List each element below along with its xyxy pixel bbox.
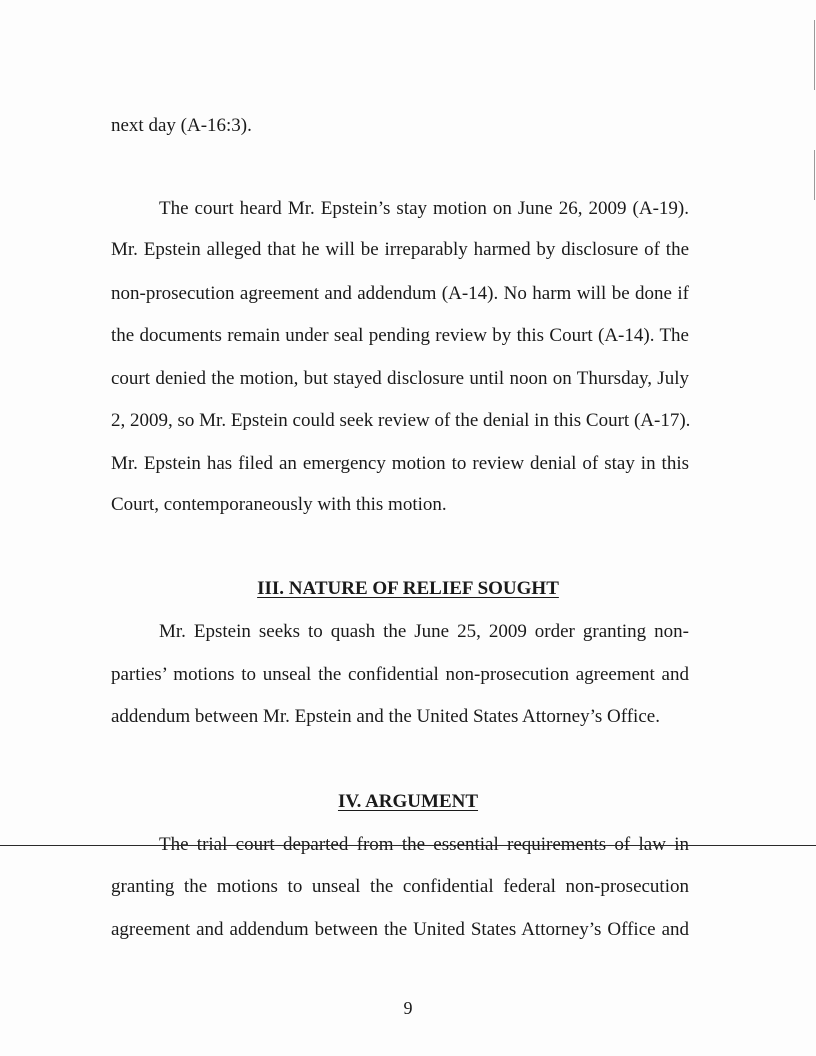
paragraph-line: non-prosecution agreement and addendum (A-14). No harm will be done if bbox=[111, 283, 689, 304]
scan-edge-mark bbox=[814, 20, 815, 90]
paragraph-line: addendum between Mr. Epstein and the United States Attorney’s Office. bbox=[111, 706, 660, 727]
paragraph-line: Mr. Epstein alleged that he will be irreparably harmed by disclosure of the bbox=[111, 239, 689, 260]
paragraph-line: the documents remain under seal pending review by this Court (A-14). The bbox=[111, 325, 689, 346]
paragraph-line: parties’ motions to unseal the confidential non-prosecution agreement and bbox=[111, 664, 689, 685]
page-number: 9 bbox=[403, 998, 413, 1018]
paragraph-line: Mr. Epstein has filed an emergency motion to review denial of stay in this bbox=[111, 453, 689, 474]
section-heading-argument bbox=[0, 790, 816, 814]
paragraph-line: Court, contemporaneously with this motion. bbox=[111, 494, 447, 515]
paragraph-line: The trial court departed from the essential requirements of law in bbox=[159, 834, 689, 855]
paragraph-line: court denied the motion, but stayed disclosure until noon on Thursday, July bbox=[111, 368, 689, 389]
paragraph-line: next day (A-16:3). bbox=[111, 115, 252, 136]
paragraph-line: agreement and addendum between the United States Attorney’s Office and bbox=[111, 919, 689, 940]
paragraph-line: The court heard Mr. Epstein’s stay motion on June 26, 2009 (A-19). bbox=[159, 198, 689, 219]
paragraph-line: 2, 2009, so Mr. Epstein could seek review of the denial in this Court (A-17). bbox=[111, 410, 691, 431]
section-heading-relief bbox=[0, 577, 816, 601]
paragraph-line: Mr. Epstein seeks to quash the June 25, 2009 order granting non- bbox=[159, 621, 689, 642]
paragraph-line: granting the motions to unseal the confidential federal non-prosecution bbox=[111, 876, 689, 897]
scan-edge-mark bbox=[814, 150, 815, 200]
section-heading-relief-text: III. NATURE OF RELIEF SOUGHT bbox=[257, 578, 559, 599]
section-heading-argument-text: IV. ARGUMENT bbox=[337, 791, 479, 812]
horizontal-rule bbox=[0, 845, 816, 846]
